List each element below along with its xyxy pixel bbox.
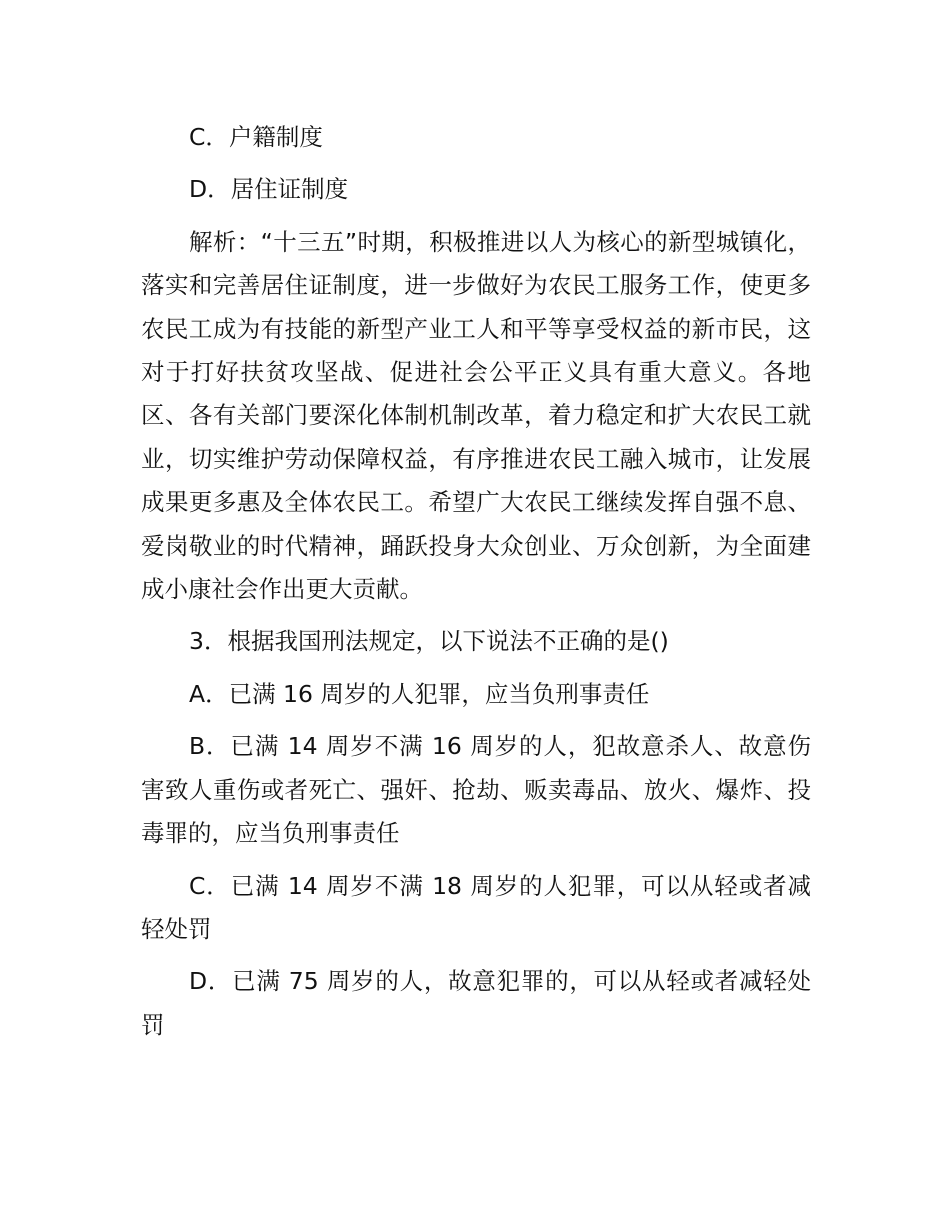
document-body: [141, 116, 811, 1056]
option-c-prev-question: C．户籍制度: [189, 123, 323, 151]
analysis-paragraph: 解析：“十三五”时期，积极推进以人为核心的新型城镇化，落实和完善居住证制度，进一步做好为农民工服务工作，使更多农民工成为有技能的新型产业工人和平等享受权益的新市民，这对于打好扶贫攻坚战、促进社会公平正义具有重大意义。各地区、各有关部门要深化体制机制改革，着力稳定和扩大农民工就业，切实维护劳动保障权益，有序推进农民工融入城市，让发展成果更多惠及全体农民工。希望广大农民工继续发挥自强不息、爱岗敬业的时代精神，踊跃投身大众创业、万众创新，为全面建成小康社会作出更大贡献。: [141, 227, 811, 604]
question-3-option-c: C．已满 14 周岁不满 18 周岁的人犯罪，可以从轻或者减轻处罚: [141, 871, 811, 943]
question-3-stem: 3．根据我国刑法规定，以下说法不正确的是(): [189, 627, 669, 656]
question-3-option-a: A．已满 16 周岁的人犯罪，应当负刑事责任: [189, 679, 650, 708]
question-3-option-b: B．已满 14 周岁不满 16 周岁的人，犯故意杀人、故意伤害致人重伤或者死亡、强奸、抢劫、贩卖毒品、放火、爆炸、投毒罪的，应当负刑事责任: [141, 732, 811, 848]
question-3-option-d: D．已满 75 周岁的人，故意犯罪的，可以从轻或者减轻处罚: [141, 967, 811, 1039]
option-d-prev-question: D．居住证制度: [189, 175, 349, 204]
